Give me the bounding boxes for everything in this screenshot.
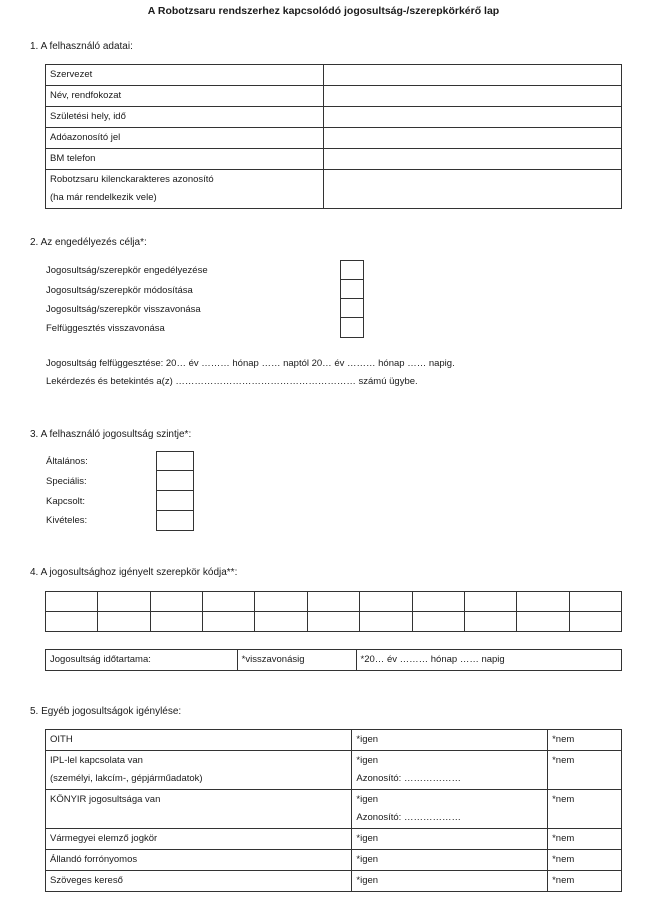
section3-heading: 3. A felhasználó jogosultság szintje*: (30, 429, 192, 440)
input-cell[interactable] (323, 149, 621, 170)
table-row (46, 730, 622, 751)
code-cell[interactable] (569, 592, 621, 612)
code-cell[interactable] (46, 612, 98, 632)
code-cell[interactable] (569, 612, 621, 632)
section1-heading: 1. A felhasználó adatai: (30, 41, 133, 52)
code-cell[interactable] (464, 612, 516, 632)
input-cell[interactable] (323, 107, 621, 128)
section4-heading: 4. A jogosultsághoz igényelt szerepkör kódja**: (30, 567, 238, 578)
table-row (46, 751, 622, 790)
permission-label-line2: (személyi, lakcím-, gépjárműadatok) (50, 773, 203, 784)
table-row (46, 65, 622, 86)
checkbox[interactable] (156, 470, 194, 491)
code-cell[interactable] (517, 612, 569, 632)
table-row (46, 592, 622, 612)
level-label: Speciális: (46, 476, 87, 487)
level-label: Általános: (46, 456, 88, 467)
row-label-line1: Robotzsaru kilenckarakteres azonosító (50, 174, 214, 185)
table-row (46, 128, 622, 149)
code-cell[interactable] (307, 592, 359, 612)
no-option[interactable]: *nem (548, 730, 622, 751)
permission-label (46, 751, 352, 790)
table-row (46, 650, 622, 671)
table-row (46, 149, 622, 170)
permission-label-line1: IPL-lel kapcsolata van (50, 755, 143, 766)
checkbox[interactable] (156, 490, 194, 511)
code-cell[interactable] (150, 592, 202, 612)
row-label: Név, rendfokozat (46, 86, 324, 107)
permission-label: Állandó forrónyomos (46, 850, 352, 871)
checkbox[interactable] (340, 260, 364, 280)
row-label: Adóazonosító jel (46, 128, 324, 149)
code-cell[interactable] (412, 592, 464, 612)
duration-option-until-date[interactable]: *20… év ……… hónap …… napig (356, 650, 621, 671)
yes-option[interactable] (352, 790, 548, 829)
option-label: Felfüggesztés visszavonása (46, 323, 165, 334)
table-row (46, 170, 622, 209)
row-label: Születési hely, idő (46, 107, 324, 128)
duration-label: Jogosultság időtartama: (46, 650, 238, 671)
table-row (46, 790, 622, 829)
input-cell[interactable] (323, 128, 621, 149)
section5-heading: 5. Egyéb jogosultságok igénylése: (30, 706, 182, 717)
code-cell[interactable] (517, 592, 569, 612)
row-label: Szervezet (46, 65, 324, 86)
code-cell[interactable] (46, 592, 98, 612)
row-label (46, 170, 324, 209)
code-cell[interactable] (150, 612, 202, 632)
code-cell[interactable] (203, 612, 255, 632)
duration-table (45, 649, 622, 671)
table-row (46, 829, 622, 850)
permission-label: Szöveges kereső (46, 871, 352, 892)
permission-label: Vármegyei elemző jogkör (46, 829, 352, 850)
row-label: BM telefon (46, 149, 324, 170)
code-cell[interactable] (412, 612, 464, 632)
no-option[interactable]: *nem (548, 850, 622, 871)
code-cell[interactable] (307, 612, 359, 632)
yes-label: *igen (356, 794, 379, 805)
duration-option-until-revoked[interactable]: *visszavonásig (237, 650, 356, 671)
identifier-field[interactable]: Azonosító: ……………… (356, 773, 461, 784)
permission-label: OITH (46, 730, 352, 751)
table-row (46, 612, 622, 632)
code-cell[interactable] (98, 612, 150, 632)
yes-label: *igen (356, 755, 379, 766)
input-cell[interactable] (323, 170, 621, 209)
input-cell[interactable] (323, 65, 621, 86)
code-cell[interactable] (360, 612, 412, 632)
no-option[interactable]: *nem (548, 871, 622, 892)
table-row (46, 107, 622, 128)
identifier-field[interactable]: Azonosító: ……………… (356, 812, 461, 823)
form-title: A Robotzsaru rendszerhez kapcsolódó jogosultság-/szerepkörkérő lap (147, 5, 500, 17)
option-label: Jogosultság/szerepkör visszavonása (46, 304, 201, 315)
checkbox[interactable] (156, 510, 194, 531)
section2-heading: 2. Az engedélyezés célja*: (30, 237, 147, 248)
yes-option[interactable]: *igen (352, 829, 548, 850)
checkbox[interactable] (340, 317, 364, 338)
checkbox[interactable] (340, 298, 364, 318)
role-code-grid (45, 591, 622, 632)
code-cell[interactable] (464, 592, 516, 612)
level-label: Kivételes: (46, 515, 88, 526)
checkbox[interactable] (156, 451, 194, 471)
code-cell[interactable] (98, 592, 150, 612)
inquiry-line: Lekérdezés és betekintés a(z) ………………………………………………… számú ügybe. (46, 376, 418, 387)
option-label: Jogosultság/szerepkör engedélyezése (46, 265, 208, 276)
code-cell[interactable] (360, 592, 412, 612)
level-label: Kapcsolt: (46, 496, 86, 507)
no-option[interactable]: *nem (548, 751, 622, 790)
yes-option[interactable]: *igen (352, 871, 548, 892)
yes-option[interactable] (352, 751, 548, 790)
no-option[interactable]: *nem (548, 829, 622, 850)
user-data-table (45, 64, 622, 209)
permission-label: KÖNYIR jogosultsága van (46, 790, 352, 829)
row-label-line2: (ha már rendelkezik vele) (50, 192, 157, 203)
code-cell[interactable] (255, 592, 307, 612)
code-cell[interactable] (255, 612, 307, 632)
no-option[interactable]: *nem (548, 790, 622, 829)
yes-option[interactable]: *igen (352, 850, 548, 871)
input-cell[interactable] (323, 86, 621, 107)
suspension-line: Jogosultság felfüggesztése: 20… év ……… hónap …… naptól 20… év ……… hónap …… napig. (46, 358, 455, 369)
option-label: Jogosultság/szerepkör módosítása (46, 285, 193, 296)
yes-option[interactable]: *igen (352, 730, 548, 751)
table-row (46, 871, 622, 892)
other-permissions-table (45, 729, 622, 892)
checkbox[interactable] (340, 279, 364, 299)
code-cell[interactable] (203, 592, 255, 612)
table-row (46, 86, 622, 107)
table-row (46, 850, 622, 871)
